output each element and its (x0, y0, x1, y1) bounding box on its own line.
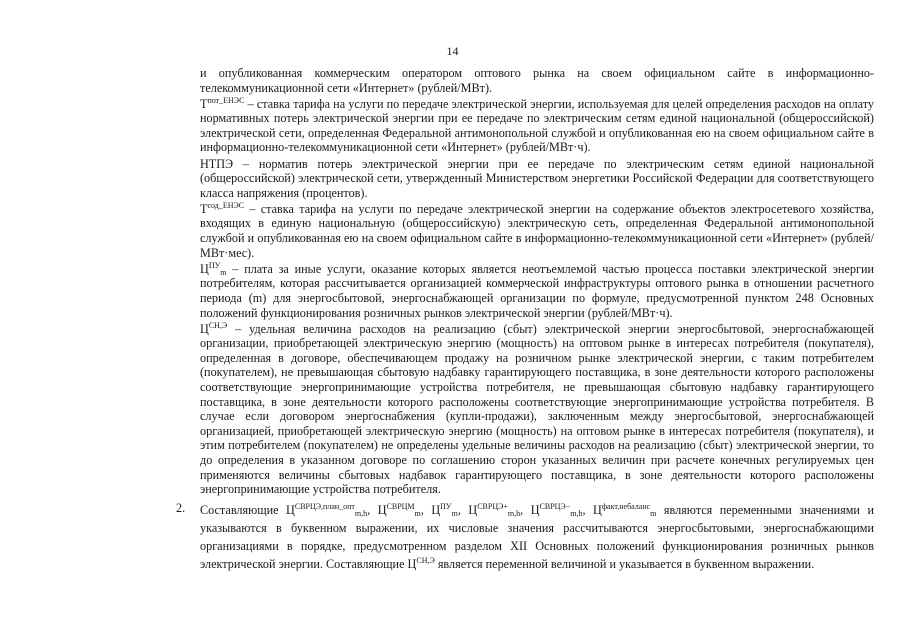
item-tail-text: является переменной величиной и указывается в буквенном выражении. (434, 556, 815, 571)
formula-superscript: СВРЦЭ+ (477, 501, 508, 511)
formula-superscript: сод_ЕНЭС (207, 200, 245, 210)
formula-subscript: m (451, 508, 458, 518)
formula-superscript: пот_ЕНЭС (207, 95, 245, 105)
paragraph-text: и опубликованная коммерческим оператором оптового рынка на своем официальном сайте в информационно-телекоммуникационной сети «Интернет» (рублей/МВт). (200, 66, 874, 95)
page-number: 14 (446, 44, 459, 58)
formula-symbol: Ц (377, 502, 387, 517)
formula-symbol: НТПЭ (200, 156, 234, 171)
definition-text: – норматив потерь электрической энергии при ее передаче по электрическим сетям единой национальной (общероссийской) электрической сети, утвержденный Министерством энергетики Российской Федерации для соответствующего класса напряжения (процентов). (200, 156, 874, 200)
formula-superscript: факт,небаланс (601, 501, 651, 511)
formula-symbol: Ц (593, 502, 602, 517)
formula-symbol: Ц (431, 502, 441, 517)
definition-text: – плата за иные услуги, оказание которых является неотъемлемой частью процесса поставки электрической энергии потребителям, которая рассчитывается организацией коммерческой инфраструктуры оптового рынка в отношении расчетного периода (m) для энергосбытовой, энергоснабжающей организации по формуле, предусмотренной пунктом 248 Основных положений функционирования розничных рынков электрической энергии (рублей/МВт·ч). (200, 261, 874, 320)
formula-symbol: Ц (200, 261, 209, 276)
formula-symbol: Ц (200, 321, 209, 336)
formula-symbol: Ц (286, 502, 295, 517)
formula-subscript: m,h (507, 508, 521, 518)
definition-text: – удельная величина расходов на реализацию (сбыт) электрической энергии энергосбытовой, энергоснабжающей организации, приобретающей электрическую энергию (мощность) на оптовом рынке в интересах потребителя (покупателя), определенная в договоре, обеспечивающем продажу на розничном рынке электрической энергии, с таким потребителем (покупателем), не превышающая сбытовую надбавку гарантирующего поставщика, в зоне деятельности которого расположены соответствующие энергопринимающие устройства потребителя, не превышающая сбытовую надбавку гарантирующего поставщика, в зоне деятельности которого расположены соответствующие энергопринимающие устройства потребителя. В случае если договором энергоснабжения (купли-продажи), заключенным между энергосбытовой, энергоснабжающей организацией, приобретающей электрическую энергию (мощность) на оптовом рынке в интересах потребителя (покупателя), и этим потребителем (покупателем) не определены удельные величины расходов на реализацию (сбыт) электрической энергии, то до определения в указанном договоре по соглашению сторон указанных величин при расчете конечных регулируемых цен применяются величины сбытовых надбавок гарантирующего поставщика, в зоне деятельности которого расположены энергопринимающие устройства потребителя. (200, 321, 874, 497)
item-2-text: Составляющие $Ц^{СВРЦЭ,план\_опт}_{m,h}$, $Ц^{СВРЦМ}_m$, $Ц^{ПУ}_m$, $Ц^{СВРЦЭ+}_{m,h}$, $Ц^{СВРЦЭ-}_{m,h}$, $Ц^{факт,небаланс}_m$ являются переменными значениями и указываются в буквенном выражении, их числовые значения рассчитываются энергосбытовыми, энергоснабжающими организациями в порядке, предусмотренном разделом XII Основных положений функционирования розничных рынков электрической энергии. Составляющие $Ц^{СН,Э}$ является переменной величиной и указывается в буквенном выражении. (200, 501, 874, 571)
formula-symbol: Ц (407, 556, 417, 571)
formula-subscript: m (220, 267, 227, 277)
formula-superscript: ПУ (208, 260, 221, 270)
formula-superscript: ПУ (440, 501, 452, 511)
item-middle-text: являются переменными значениями и указываются в буквенном выражении, их числовые значения рассчитываются энергосбытовыми, энергоснабжающими организациями в порядке, предусмотренном разделом XII Основных положений функционирования розничных рынков электрической энергии. Составляющие (200, 502, 874, 571)
item-lead: Составляющие (200, 502, 279, 517)
formula-subscript: m (650, 508, 657, 518)
formula-superscript: СН,Э (416, 555, 435, 565)
formula-superscript: СВРЦМ (386, 501, 415, 511)
definition-c-sn-e (200, 322, 874, 497)
definition-ntpe (200, 157, 874, 201)
document-body (176, 66, 874, 574)
formula-superscript: СВРЦЭ− (539, 501, 571, 511)
definition-t-sod-enes (200, 202, 874, 260)
formula-subscript: m (414, 508, 421, 518)
definition-text: – ставка тарифа на услуги по передаче электрической энергии на содержание объектов электросетевого хозяйства, входящих в единую национальную (общероссийскую) электрическую сеть, определенная Федеральной антимонопольной службой и опубликованная ею на своем официальном сайте в информационно-телекоммуникационной сети «Интернет» (рублей/МВт·мес). (200, 201, 874, 260)
formula-symbol: Ц (468, 502, 478, 517)
formula-superscript: СВРЦЭ,план_опт (294, 501, 355, 511)
formula-subscript: m,h (570, 508, 583, 518)
formula-subscript: m,h (354, 508, 368, 518)
definition-t-pot-enes (200, 97, 874, 155)
definition-text: – ставка тарифа на услуги по передаче электрической энергии, используемая для целей определения расходов на оплату нормативных потерь электрической энергии при ее передаче по электрическим сетям единой национальной (общероссийской) электрической сети, определенная Федеральной антимонопольной службой и опубликованная ею на своем официальном сайте в информационно-телекоммуникационной сети «Интернет» (рублей/МВт·ч). (200, 96, 874, 155)
numbered-item-2 (176, 500, 874, 573)
formula-symbol: Т (200, 201, 208, 216)
paragraph-continuation (200, 66, 874, 95)
definition-c-pu (200, 262, 874, 320)
item-number: 2. (176, 500, 186, 515)
formula-symbol: Т (200, 96, 208, 111)
formula-superscript: СН,Э (208, 320, 228, 330)
formula-symbol: Ц (530, 502, 540, 517)
